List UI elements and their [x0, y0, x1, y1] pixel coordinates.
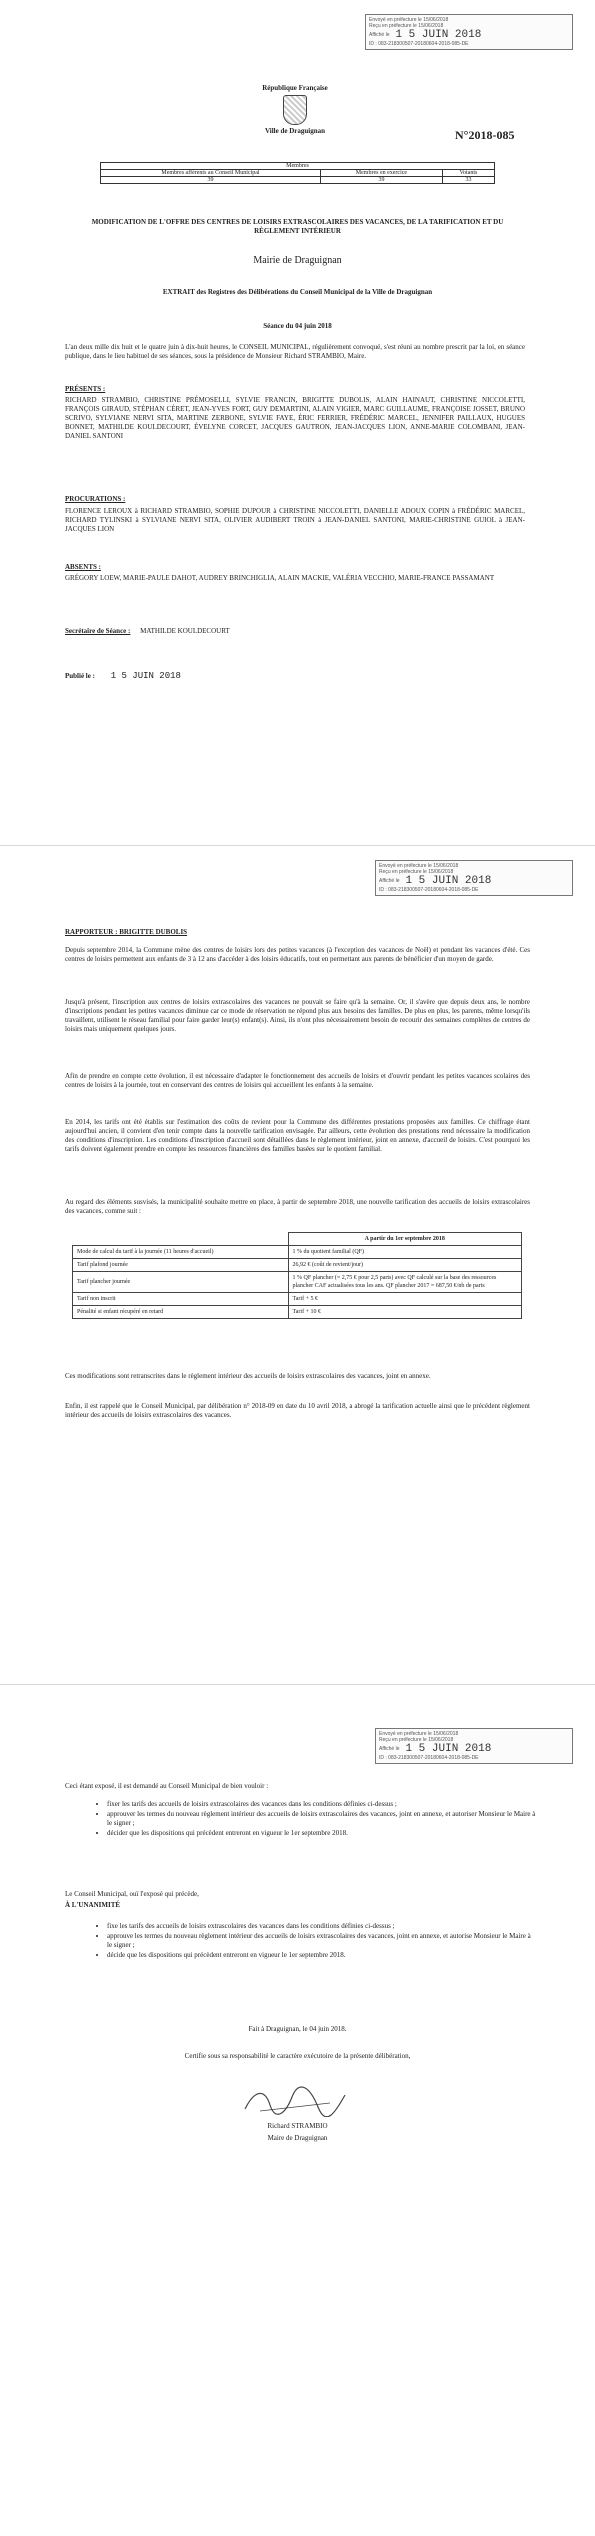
secretaire-label: Secrétaire de Séance :: [65, 627, 131, 635]
members-col: Votants: [442, 170, 494, 177]
p2-paragraph-3: Afin de prendre en compte cette évolution, il est nécessaire d'adapter le fonctionnement des accueils de loisirs et d'ouvrir pendant les petites vacances scolaires des centres de loisirs à la journée, tout en conservant des centres de loisirs qui accueillent les enfants à la semaine.: [65, 1072, 530, 1089]
tarif-value: 26,92 € (coût de revient/jour): [288, 1259, 521, 1272]
list-item: • décide que les dispositions qui précèdent entreront en vigueur le 1er septembre 2018.: [107, 1951, 537, 1960]
tarif-label: Mode de calcul du tarif à la journée (11 heures d'accueil): [73, 1246, 289, 1259]
procurations-title: PROCURATIONS :: [65, 495, 126, 503]
list-item: • approuve les termes du nouveau règlement intérieur des accueils de loisirs extrascolaires des vacances, joint en annexe, et autorise Monsieur le Maire à le signer ;: [107, 1932, 537, 1950]
stamp-line: ID : 083-218300507-20180604-2018-085-DE: [369, 41, 469, 47]
certifie-line: Certifie sous sa responsabilité le caractère exécutoire de la présente délibération,: [184, 2052, 411, 2060]
stamp-line: Envoyé en préfecture le 15/06/2018: [379, 1731, 459, 1737]
republic-label: République Française: [262, 84, 328, 92]
signer-name: Richard STRAMBIO: [267, 2122, 328, 2130]
absents-list: GRÉGORY LOEW, MARIE-PAULE DAHOT, AUDREY BRINCHIGLIA, ALAIN MACKIE, VALÉRIA VECCHIO, MARIE-FRANCE PASSAMANT: [65, 574, 495, 582]
list-item: • approuver les termes du nouveau règlement intérieur des accueils de loisirs extrascolaires des vacances, joint en annexe, et autoriser Monsieur le Maire à le signer ;: [107, 1810, 537, 1828]
p2-after-table-1: Ces modifications sont retranscrites dans le règlement intérieur des accueils de loisirs extrascolaires des vacances, joint en annexe.: [65, 1372, 431, 1380]
page-divider: [0, 845, 595, 846]
tarif-value: Tarif + 5 €: [288, 1293, 521, 1306]
signature-icon: [240, 2085, 350, 2117]
tarif-corner: [73, 1233, 289, 1246]
stamp-line: ID : 083-218300507-20180604-2018-085-DE: [379, 887, 479, 893]
p3-decision-list: [95, 1922, 537, 1961]
secretaire-name: MATHILDE KOULDECOURT: [140, 627, 230, 635]
fait-line: Fait à Draguignan, le 04 juin 2018.: [248, 2025, 347, 2033]
stamp-line: Affiché le: [369, 32, 390, 38]
tarif-value: Tarif + 10 €: [288, 1306, 521, 1319]
tarif-value: 1 % du quotient familial (QF): [288, 1246, 521, 1259]
prefecture-stamp: [365, 14, 573, 50]
stamp-line: Envoyé en préfecture le 15/06/2018: [369, 17, 449, 23]
subject-title: MODIFICATION DE L'OFFRE DES CENTRES DE LOISIRS EXTRASCOLAIRES DES VACANCES, DE LA TARIFICATION ET DU RÈGLEMENT INTÉRIEUR: [91, 218, 504, 235]
cm-intro: Le Conseil Municipal, ouï l'exposé qui précède,: [65, 1890, 199, 1898]
page-1: [0, 0, 595, 840]
page-divider: [0, 1684, 595, 1685]
tarif-header: A partir du 1er septembre 2018: [288, 1233, 521, 1246]
city-label: Ville de Draguignan: [264, 127, 326, 135]
list-item: • fixe les tarifs des accueils de loisirs extrascolaires des vacances dans les conditions définies ci-dessus ;: [107, 1922, 537, 1931]
deliberation-number: N°2018-085: [455, 128, 515, 142]
p2-paragraph-2: Jusqu'à présent, l'inscription aux centres de loisirs extrascolaires des vacances ne pouvait se faire qu'à la semaine. Or, il s'avère que depuis deux ans, le nombre d'inscriptions pendant les petites vacances diminue car ce mode de réservation ne répond plus aux besoins des familles. De plus en plus, les parents, même lorsqu'ils travaillent, utilisent le réseau familial pour faire garder leur(s) enfant(s). Ainsi, ils n'ont plus nécessairement besoin de recourir des semaines complètes de centres de loisirs mais uniquement quelques jours.: [65, 998, 530, 1033]
page-3: [0, 1690, 595, 2536]
secretaire-line: [65, 627, 230, 636]
tarif-label: Tarif plafond journée: [73, 1259, 289, 1272]
p2-paragraph-5: Au regard des éléments susvisés, la municipalité souhaite mettre en place, à partir de septembre 2018, une nouvelle tarification des accueils de loisirs extrascolaires des vacances, comme suit :: [65, 1198, 530, 1215]
extrait-title: EXTRAIT des Registres des Délibérations du Conseil Municipal de la Ville de Draguignan: [162, 288, 433, 296]
members-table: [100, 162, 495, 184]
stamp-date: 1 5 JUIN 2018: [395, 29, 482, 41]
members-value: 39: [320, 177, 442, 184]
tarif-table: [72, 1232, 522, 1319]
mairie-label: Mairie de Draguignan: [253, 255, 342, 266]
p2-paragraph-4: En 2014, les tarifs ont été établis sur l'estimation des coûts de revient pour la Commune des différentes prestations proposées aux familles. Ce chiffrage étant aujourd'hui ancien, il convient d'en tenir compte dans la nouvelle tarification envisagée. Par ailleurs, cette évolution des prestations rend nécessaire la modification des conditions d'inscription. Les conditions d'inscription d'accueil sont détaillées dans le règlement intérieur, joint en annexe, d'accueil de loisirs. C'est pourquoi les tarifs doivent également prendre en compte les ressources financières des familles basées sur le quotient familial.: [65, 1118, 530, 1153]
signer-title: Maire de Draguignan: [267, 2134, 328, 2142]
presents-list: RICHARD STRAMBIO, CHRISTINE PRÉMOSELLI, SYLVIE FRANCIN, BRIGITTE DUBOLIS, ALAIN HAINAUT, CHRISTINE NICCOLETTI, FRANÇOIS GIRAUD, STÉPHAN CÉRET, JEAN-YVES FORT, GUY DEMARTINI, ALAIN VIGIER, MARC GUILLAUME, FRANÇOISE JOSSET, BRUNO SCRIVO, SYLVIANE NERVI SITA, MARTINE ZERBONE, SYLVIE FAYE, ÉRIC FERRIER, FRÉDÉRIC MARCEL, JENNIFER PAILLAUX, HUGUES BONNET, MATHILDE KOULDECOURT, ÉVELYNE CORCET, JACQUES GAUTRON, JEAN-JACQUES LION, ANNE-MARIE COLOMBANI, JEAN-DANIEL SANTONI: [65, 396, 525, 440]
members-value: 39: [101, 177, 321, 184]
publie-date: 1 5 JUIN 2018: [110, 671, 181, 681]
table-row: [73, 1306, 522, 1319]
members-col: Membres afférents au Conseil Municipal: [101, 170, 321, 177]
table-row: [73, 1259, 522, 1272]
prefecture-stamp: [375, 860, 573, 896]
stamp-line: Reçu en préfecture le 15/06/2018: [379, 1737, 454, 1743]
stamp-line: Reçu en préfecture le 15/06/2018: [369, 23, 444, 29]
tarif-label: Tarif non inscrit: [73, 1293, 289, 1306]
prefecture-stamp: [375, 1728, 573, 1764]
p2-after-table-2: Enfin, il est rappelé que le Conseil Municipal, par délibération n° 2018-09 en date du 10 avril 2018, a abrogé la tarification actuelle ainsi que le précédent règlement intérieur des accueils de loisirs extrascolaires des vacances.: [65, 1402, 530, 1419]
unanimite: À L'UNANIMITÉ: [65, 1901, 121, 1909]
publie-line: [65, 672, 181, 681]
stamp-line: Envoyé en préfecture le 15/06/2018: [379, 863, 459, 869]
members-value: 33: [442, 177, 494, 184]
rapporteur: RAPPORTEUR : BRIGITTE DUBOLIS: [65, 928, 188, 936]
procurations-list: FLORENCE LEROUX à RICHARD STRAMBIO, SOPHIE DUPOUR à CHRISTINE NICCOLETTI, DANIELLE ADOUX COPIN à FRÉDÉRIC MARCEL, RICHARD TYLINSKI à SYLVIANE NERVI SITA, OLIVIER AUDIBERT TROIN à JEAN-DANIEL SANTONI, MARIE-CHRISTINE GUIOL à JEAN-JACQUES LION: [65, 507, 525, 533]
absents-title: ABSENTS :: [65, 563, 101, 571]
members-col: Membres en exercice: [320, 170, 442, 177]
stamp-date: 1 5 JUIN 2018: [405, 1743, 492, 1755]
stamp-line: Affiché le: [379, 1746, 400, 1752]
list-item: • fixer les tarifs des accueils de loisirs extrascolaires des vacances dans les conditions définies ci-dessus ;: [107, 1800, 537, 1809]
stamp-line: Reçu en préfecture le 15/06/2018: [379, 869, 454, 875]
p3-request-list: [95, 1800, 537, 1839]
stamp-line: Affiché le: [379, 878, 400, 884]
stamp-date: 1 5 JUIN 2018: [405, 875, 492, 887]
table-row: [73, 1272, 522, 1293]
presents-title: PRÉSENTS :: [65, 385, 106, 393]
tarif-label: Pénalité si enfant récupéré en retard: [73, 1306, 289, 1319]
tarif-value: 1 % QF plancher (= 2,75 € pour 2,5 parts) avec QF calculé sur la base des ressources plancher CAF actualisées tous les ans. QF plancher 2017 = 687,50 €/nb de parts: [288, 1272, 521, 1293]
publie-label: Publié le :: [65, 672, 95, 680]
page-2: [0, 850, 595, 1680]
city-coat-of-arms-icon: [283, 95, 307, 125]
table-row: [73, 1293, 522, 1306]
intro-paragraph: L'an deux mille dix huit et le quatre juin à dix-huit heures, le CONSEIL MUNICIPAL, régulièrement convoqué, s'est réuni au nombre prescrit par la loi, en séance publique, dans le lieu habituel de ses séances, sous la présidence de Monsieur Richard STRAMBIO, Maire.: [65, 343, 525, 360]
table-row: [73, 1246, 522, 1259]
stamp-line: ID : 083-218300507-20180604-2018-085-DE: [379, 1755, 479, 1761]
tarif-label: Tarif plancher journée: [73, 1272, 289, 1293]
p3-intro: Ceci étant exposé, il est demandé au Conseil Municipal de bien vouloir :: [65, 1782, 269, 1790]
p2-paragraph-1: Depuis septembre 2014, la Commune mène des centres de loisirs lors des petites vacances (à l'exception des vacances de Noël) et pendant les vacances d'été. Ces centres de loisirs permettent aux enfants de 3 à 12 ans d'accéder à des loisirs éducatifs, tout en permettant aux parents de bénéficier d'un moyen de garde.: [65, 946, 530, 963]
members-title: Membres: [101, 163, 495, 170]
list-item: • décider que les dispositions qui précèdent entreront en vigueur le 1er septembre 2018.: [107, 1829, 537, 1838]
seance-date: Séance du 04 juin 2018: [263, 322, 332, 330]
